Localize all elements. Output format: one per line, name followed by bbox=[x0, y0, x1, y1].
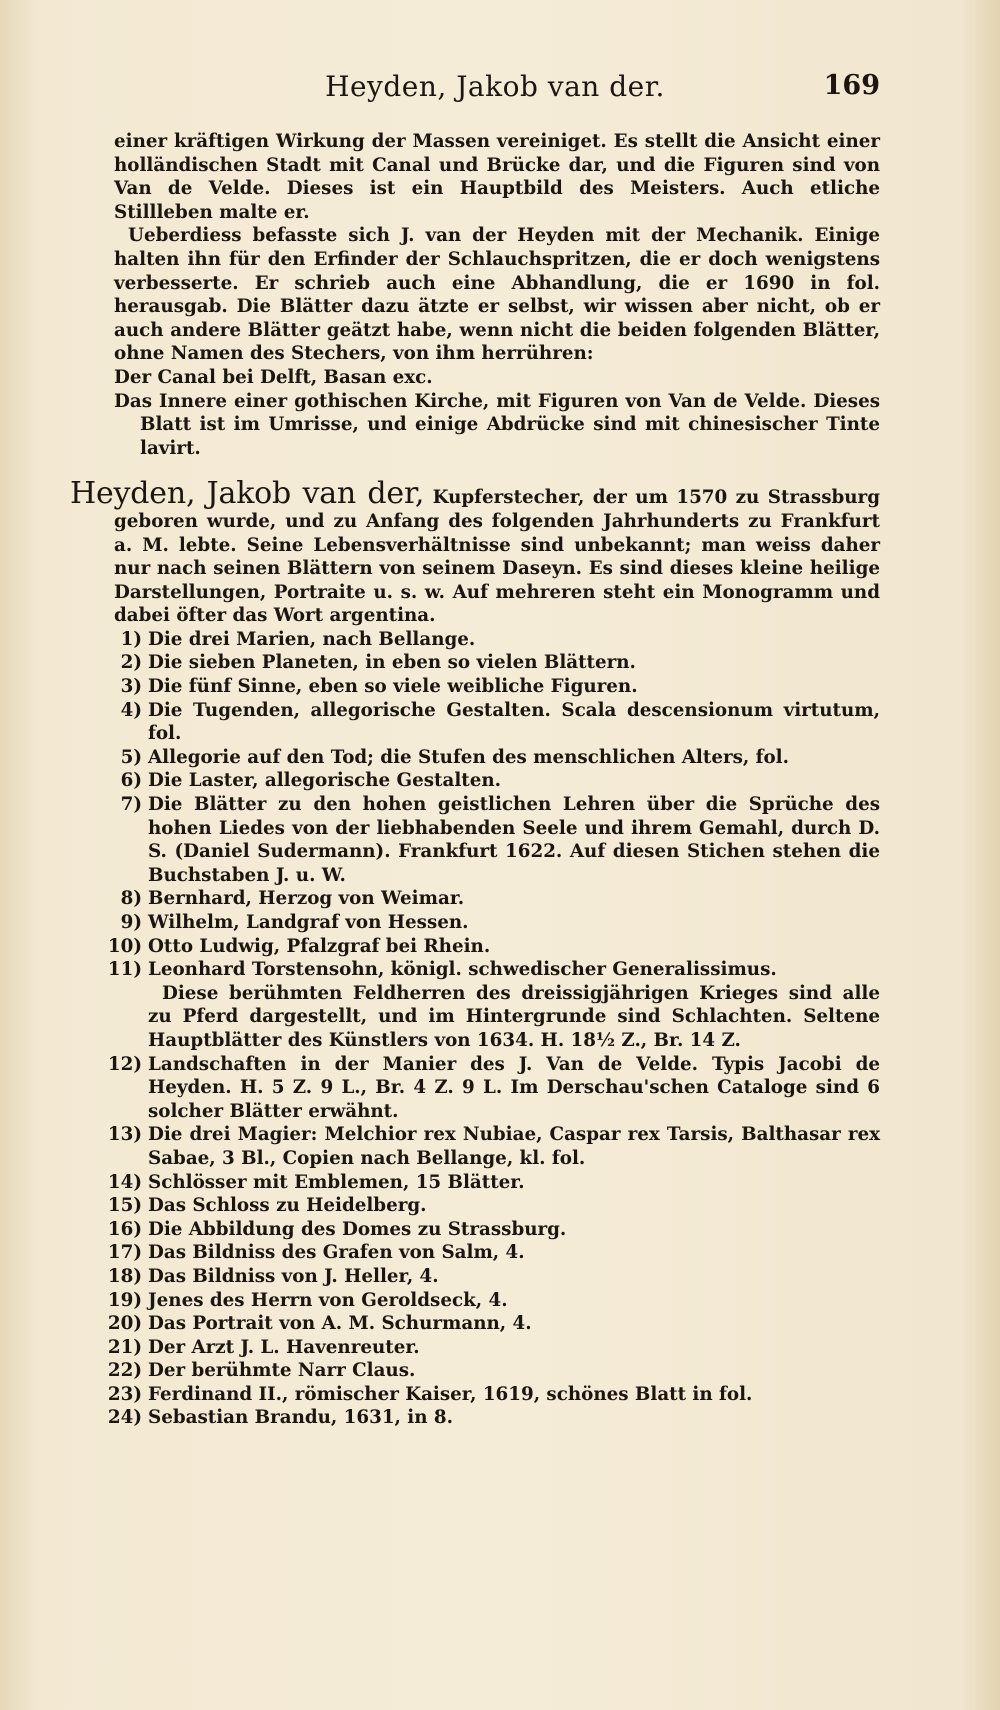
work-text: Otto Ludwig, Pfalzgraf bei Rhein. bbox=[148, 935, 491, 957]
work-number: 18) bbox=[107, 1265, 142, 1287]
work-item bbox=[114, 793, 880, 887]
work-number: 15) bbox=[107, 1195, 142, 1217]
page-number: 169 bbox=[823, 70, 880, 101]
work-number: 1) bbox=[120, 628, 142, 650]
work-item bbox=[107, 935, 880, 959]
work-number: 10) bbox=[107, 935, 142, 957]
work-number: 24) bbox=[107, 1407, 142, 1429]
work-text: Die Abbildung des Domes zu Strassburg. bbox=[148, 1218, 567, 1240]
work-item bbox=[107, 1171, 880, 1195]
work-number: 7) bbox=[120, 794, 142, 816]
work-item bbox=[114, 911, 880, 935]
work-item bbox=[114, 887, 880, 911]
entry-heading: Heyden, Jakob van der, bbox=[70, 476, 425, 512]
work-text: Das Bildniss des Grafen von Salm, 4. bbox=[148, 1242, 525, 1264]
work-text: Wilhelm, Landgraf von Hessen. bbox=[148, 912, 469, 933]
intro-paragraph-2: Ueberdiess befasste sich J. van der Heyden mit der Mechanik. Einige halten ihn für den Erfinder der Schlauchspritzen, die er doch wenigstens verbesserte. Er schrieb auch eine Abhandlung, die er 1690 in fol. herausgab. Die Blätter dazu ätzte er selbst, wir wissen aber nicht, ob er auch andere Blätter geätzt habe, wenn nicht die beiden folgenden Blätter, ohne Namen des Stechers, von ihm herrühren: bbox=[114, 225, 880, 365]
entry-text: Kupferstecher, der um 1570 zu Strassburg geboren wurde, und zu Anfang des folgenden Jahrhunderts zu Frankfurt a. M. lebte. Seine Lebensverhältnisse sind unbekannt; man weiss daher nur nach seinen Blättern von seinem Daseyn. Es sind dieses kleine heilige Darstellungen, Portraite u. s. w. Auf mehreren steht ein Monogramm und dabei öfter das Wort argentina. bbox=[114, 487, 880, 627]
work-number: 6) bbox=[120, 770, 142, 792]
work-number: 5) bbox=[120, 746, 142, 768]
work-item bbox=[107, 1123, 880, 1170]
work-number: 11) bbox=[107, 959, 142, 981]
work-item bbox=[107, 1289, 880, 1313]
running-head bbox=[110, 70, 880, 110]
work-number: 12) bbox=[107, 1053, 142, 1075]
work-number: 20) bbox=[107, 1313, 142, 1335]
plate-item: Der Canal bei Delft, Basan exc. bbox=[114, 366, 433, 388]
entry-paragraph bbox=[70, 476, 880, 628]
work-number: 23) bbox=[107, 1383, 142, 1405]
work-text: Die drei Magier: Melchior rex Nubiae, Caspar rex Tarsis, Balthasar rex Sabae, 3 Bl., Copien nach Bellange, kl. fol. bbox=[148, 1124, 880, 1169]
work-text: Jenes des Herrn von Geroldseck, 4. bbox=[148, 1289, 508, 1311]
work-number: 17) bbox=[107, 1242, 142, 1264]
work-item bbox=[107, 958, 880, 1052]
work-item bbox=[114, 651, 880, 675]
work-text: Allegorie auf den Tod; die Stufen des menschlichen Alters, fol. bbox=[148, 746, 789, 768]
work-item bbox=[114, 628, 880, 652]
work-number: 13) bbox=[107, 1124, 142, 1146]
work-text: Der Arzt J. L. Havenreuter. bbox=[148, 1336, 420, 1358]
work-item bbox=[114, 746, 880, 770]
work-item bbox=[107, 1265, 880, 1289]
work-text: Die Blätter zu den hohen geistlichen Lehren über die Sprüche des hohen Liedes von der liebhabenden Seele und ihrem Gemahl, durch D. S. (Daniel Sudermann). Frankfurt 1622. Auf diesen Stichen stehen die Buchstaben J. u. W. bbox=[148, 794, 880, 886]
work-text: Das Bildniss von J. Heller, 4. bbox=[148, 1265, 439, 1287]
work-text: Die Tugenden, allegorische Gestalten. Scala descensionum virtutum, fol. bbox=[148, 699, 880, 745]
work-item bbox=[107, 1218, 880, 1242]
work-item bbox=[107, 1359, 880, 1383]
work-item bbox=[107, 1406, 880, 1430]
work-item bbox=[114, 675, 880, 699]
work-text: Schlösser mit Emblemen, 15 Blätter. bbox=[148, 1171, 525, 1193]
work-text: Das Schloss zu Heidelberg. bbox=[148, 1195, 427, 1217]
plate-list bbox=[114, 366, 880, 460]
work-number: 2) bbox=[120, 652, 142, 674]
plate-item: Das Innere einer gothischen Kirche, mit Figuren von Van de Velde. Dieses Blatt ist im Umrisse, und einige Abdrücke sind mit chinesischer Tinte lavirt. bbox=[114, 390, 880, 459]
work-number: 19) bbox=[107, 1289, 142, 1311]
work-text: Landschaften in der Manier des J. Van de Velde. Typis Jacobi de Heyden. H. 5 Z. 9 L., Br. 4 Z. 9 L. Im Derschau'schen Cataloge sind 6 solcher Blätter erwähnt. bbox=[148, 1053, 880, 1122]
running-title: Heyden, Jakob van der. bbox=[325, 70, 665, 103]
work-number: 4) bbox=[120, 699, 142, 721]
intro-paragraph-1: einer kräftigen Wirkung der Massen vereiniget. Es stellt die Ansicht einer holländischen Stadt mit Canal und Brücke dar, und die Figuren sind von Van de Velde. Dieses ist ein Hauptbild des Meisters. Auch etliche Stillleben malte er. bbox=[114, 131, 880, 223]
work-text: Die drei Marien, nach Bellange. bbox=[148, 628, 476, 650]
work-number: 14) bbox=[107, 1171, 142, 1193]
work-text: Die fünf Sinne, eben so viele weibliche Figuren. bbox=[148, 676, 638, 698]
work-item bbox=[107, 1383, 880, 1407]
work-number: 16) bbox=[107, 1218, 142, 1240]
works-list bbox=[107, 628, 880, 1430]
work-text: Leonhard Torstensohn, königl. schwedischer Generalissimus. bbox=[148, 959, 777, 981]
work-number: 8) bbox=[120, 888, 142, 910]
work-note: Diese berühmten Feldherren des dreissigjährigen Krieges sind alle zu Pferd dargestellt, und im Hintergrunde sind Schlachten. Seltene Hauptblätter des Künstlers von 1634. H. 18½ Z., Br. 14 Z. bbox=[148, 982, 880, 1051]
work-number: 22) bbox=[107, 1360, 142, 1382]
work-item bbox=[107, 1336, 880, 1360]
work-item bbox=[107, 1312, 880, 1336]
work-number: 9) bbox=[120, 912, 142, 933]
work-item bbox=[107, 1194, 880, 1218]
work-text: Das Portrait von A. M. Schurmann, 4. bbox=[148, 1313, 532, 1335]
work-text: Der berühmte Narr Claus. bbox=[148, 1360, 416, 1382]
work-number: 21) bbox=[107, 1336, 142, 1358]
work-text: Die sieben Planeten, in eben so vielen Blättern. bbox=[148, 652, 636, 674]
work-text: Sebastian Brandu, 1631, in 8. bbox=[148, 1407, 453, 1429]
work-item bbox=[107, 1053, 880, 1124]
work-item bbox=[114, 769, 880, 793]
work-text: Ferdinand II., römischer Kaiser, 1619, schönes Blatt in fol. bbox=[148, 1383, 753, 1405]
work-item bbox=[107, 1241, 880, 1265]
page-body bbox=[70, 130, 880, 1448]
work-item bbox=[114, 699, 880, 746]
work-text: Bernhard, Herzog von Weimar. bbox=[148, 888, 465, 910]
work-number: 3) bbox=[120, 676, 142, 698]
work-text: Die Laster, allegorische Gestalten. bbox=[148, 770, 502, 792]
